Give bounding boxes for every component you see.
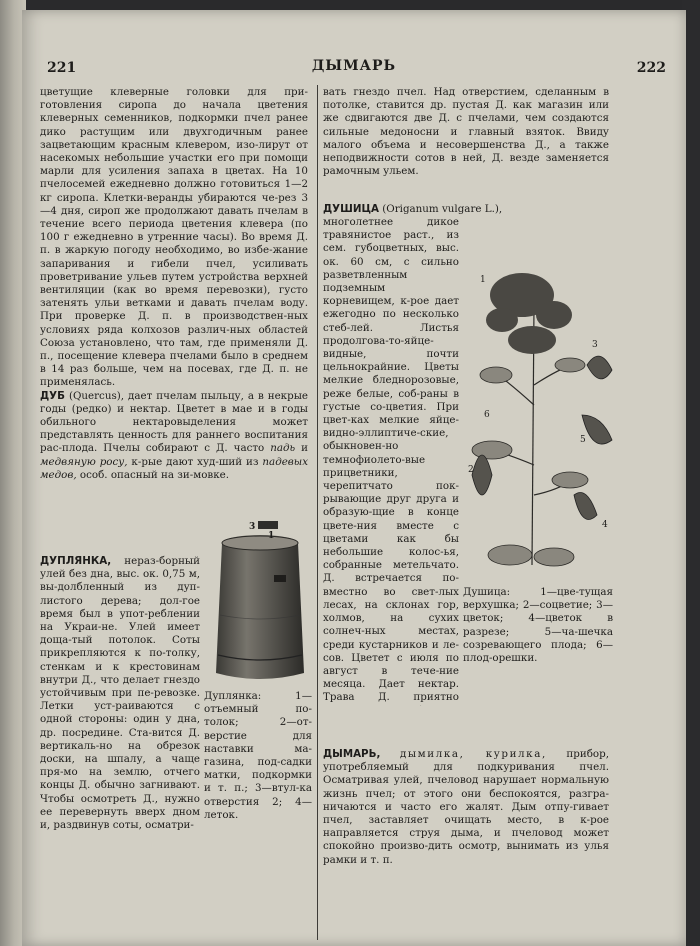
headword-dushitsa: ДУШИЦА — [323, 203, 379, 215]
headword-dymar: ДЫМАРЬ, — [323, 748, 381, 760]
right-column — [323, 86, 609, 178]
column-divider — [317, 85, 318, 940]
headword-dub: ДУБ — [40, 389, 65, 402]
book-page — [22, 10, 686, 946]
entry-duplyanka — [40, 555, 200, 832]
hive-caption: Дуплянка: 1—отъемный по-толок; 2—от-верстие для наставки ма-газина, под-садки матки, подкормки и т. п.; 3—втул-ка отверстия 2; 4—леток. — [204, 690, 312, 821]
plant-label-4: 4 — [602, 520, 608, 530]
headword-duplyanka: ДУПЛЯНКА, — [40, 555, 112, 567]
entry-text-dushitsa: многолетнее дикое травянистое раст., из сем. губоцветных, выс. ок. 60 см, с сильно разветвленным подземным корневищем, к-рое дает ежегодно по несколько стеб-лей. Листья продолгова-то-яйце-видные, почти цельнокрайние. Цветы мелкие бледнорозовые, реже белые, соб-раны в густые со-цветия. При цвет-ках мелкие яйце-видно-эллиптиче-ские, обыкновен-но темнофиолето-вые прицветники, черепитчато пок-рывающие друг друга и образую-щие в конце цвете-ния вместе с цветами как бы небольшие колос-ья, собранные метельчато. Д. встречается по-вместно во свет-лых лесах, на склонах гор, холмов, на сухих солнеч-ных местах, среди кустарников и ле-сов. Цветет с июля по август в тече-ние месяца. Дает нектар. Трава Д. приятно — [323, 216, 459, 704]
page-number-left: 221 — [47, 60, 77, 76]
entry-text-dub: дает пчелам пыльцу, а в некрые годы (редко) и нектар. Цветет в мае и в годы обильного нектаровыделения может представлять ценность для раннего воспитания рас-плода. Пчелы собирают с Д. часто — [40, 389, 308, 455]
plant-label-3: 3 — [592, 340, 598, 350]
entry-dymar — [323, 748, 609, 867]
hive-label-3: 3 — [249, 522, 256, 532]
plant-label-2: 2 — [468, 465, 474, 475]
term-honeydew: медвяную росу, — [40, 455, 128, 468]
entry-dushitsa-body — [323, 216, 459, 706]
term-padevy-med: падевых медов, — [40, 455, 308, 481]
entry-text-dymar: прибор, употребляемый для подкуривания пчел. Осматривая улей, пчеловод нарушает нормальную жизнь пчел; от этого они беспокоятся, разгра-ничаются и часто его жалят. Дым отпу-гивает пчел, заставляет очищать место, в к-рое направляется струя дыма, и пчеловод может спокойно произво-дить осмотр, вынимать из улья рамки и т. п. — [323, 748, 609, 866]
oregano-illustration — [462, 265, 622, 585]
entry-text-duplyanka: нераз-борный улей без дна, выс. ок. 0,75 м, вы-долбленный из дуп-листого дерева; дол-гое время был в упот-реблении на Украи-не. Улей имеет доща-тый потолок. Соты прикрепляются к по-толку, стенкам и к крестовинам внутри Д., что делает гнездо устойчивым при пе-ревозке. Летки уст-раиваются с одной стороны: один у дна, др. посредине. Ста-вится Д. вертикаль-но на обрезок доски, на шпалу, а чаще пря-мо на землю, отчего концы Д. обычно загнивают. Чтобы осмотреть Д., нужно ее перевернуть вверх дном и, раздвинув соты, осматри- — [40, 555, 200, 832]
page-header — [22, 58, 686, 82]
hive-label-1: 1 — [268, 531, 275, 541]
hive-drawing — [204, 515, 310, 685]
oregano-caption: Душица: 1—цве-тущая верхушка; 2—соцветие; 3—цветок; 4—цветок в разрезе; 5—ча-шечка созревающего плода; 6—плод-орешки. — [463, 586, 613, 665]
entry-dub — [40, 390, 308, 482]
dymar-synonyms: дымилка, курилка, — [399, 748, 547, 760]
plant-label-5: 5 — [580, 435, 586, 445]
latin-name-dub: (Quercus), — [68, 389, 125, 402]
term-pad: падь — [270, 442, 296, 455]
entry-text-dub-3: к-рые дают худ-ший из — [131, 455, 259, 468]
plant-label-1: 1 — [480, 275, 486, 285]
left-column — [40, 86, 308, 482]
entry-duplyanka-continued: вать гнездо пчел. Над отверстием, сделанным в потолке, ставится др. пустая Д. как магазин или же сдвигаются две Д. с пчелами, чем создаются сильные медоносни и главный взяток. Ввиду малого объема и несовершенства Д., а также неподвижности сотов в ней, Д. везде заменяется рамочным ульем. — [323, 86, 609, 178]
oregano-drawing — [462, 265, 622, 585]
page-number-right: 222 — [636, 60, 666, 76]
entry-text-dub-and: и — [301, 442, 308, 455]
entry-continuation: цветущие клеверные головки для при-готовления сиропа до начала цветения клеверных семенников, подкормки пчел ранее дико растущим или двухгодичным ранее зацветающим красным клевером, изо-лирут от насекомых небольшие участки его при помощи марли для усиления запаха в цветах. На 10 пчелосемей ежедневно должно готовиться 1—2 кг сиропа. Клетки-веранды убираются че-рез 3—4 дня, сироп же продолжают давать пчелам в течение всего периода цветения клевера (по 100 г ежедневно в утренние часы). Во время Д. п. в жаркую погоду необходимо, во избе-жание запаривания и гибели пчел, усиливать проветривание ульев путем устройства верхней вентиляции (как во время перевозки), густо затенять ульи ветками и давать пчелам воду. При проверке Д. п. в производствен-ных условиях ряда колхозов различ-ных областей Союза установлено, что там, где применяли Д. п., посещение клевера пчелами было в среднем в 14 раз больше, чем на посевах, где Д. п. не применялась. — [40, 86, 308, 389]
plant-label-6: 6 — [484, 410, 490, 420]
entry-text-dub-4: особ. опасный на зи-мовке. — [79, 468, 230, 481]
latin-name-dushitsa: (Origanum vulgare L.), — [382, 203, 503, 215]
entry-dushitsa — [323, 203, 609, 216]
running-head: ДЫМАРЬ — [311, 58, 397, 74]
